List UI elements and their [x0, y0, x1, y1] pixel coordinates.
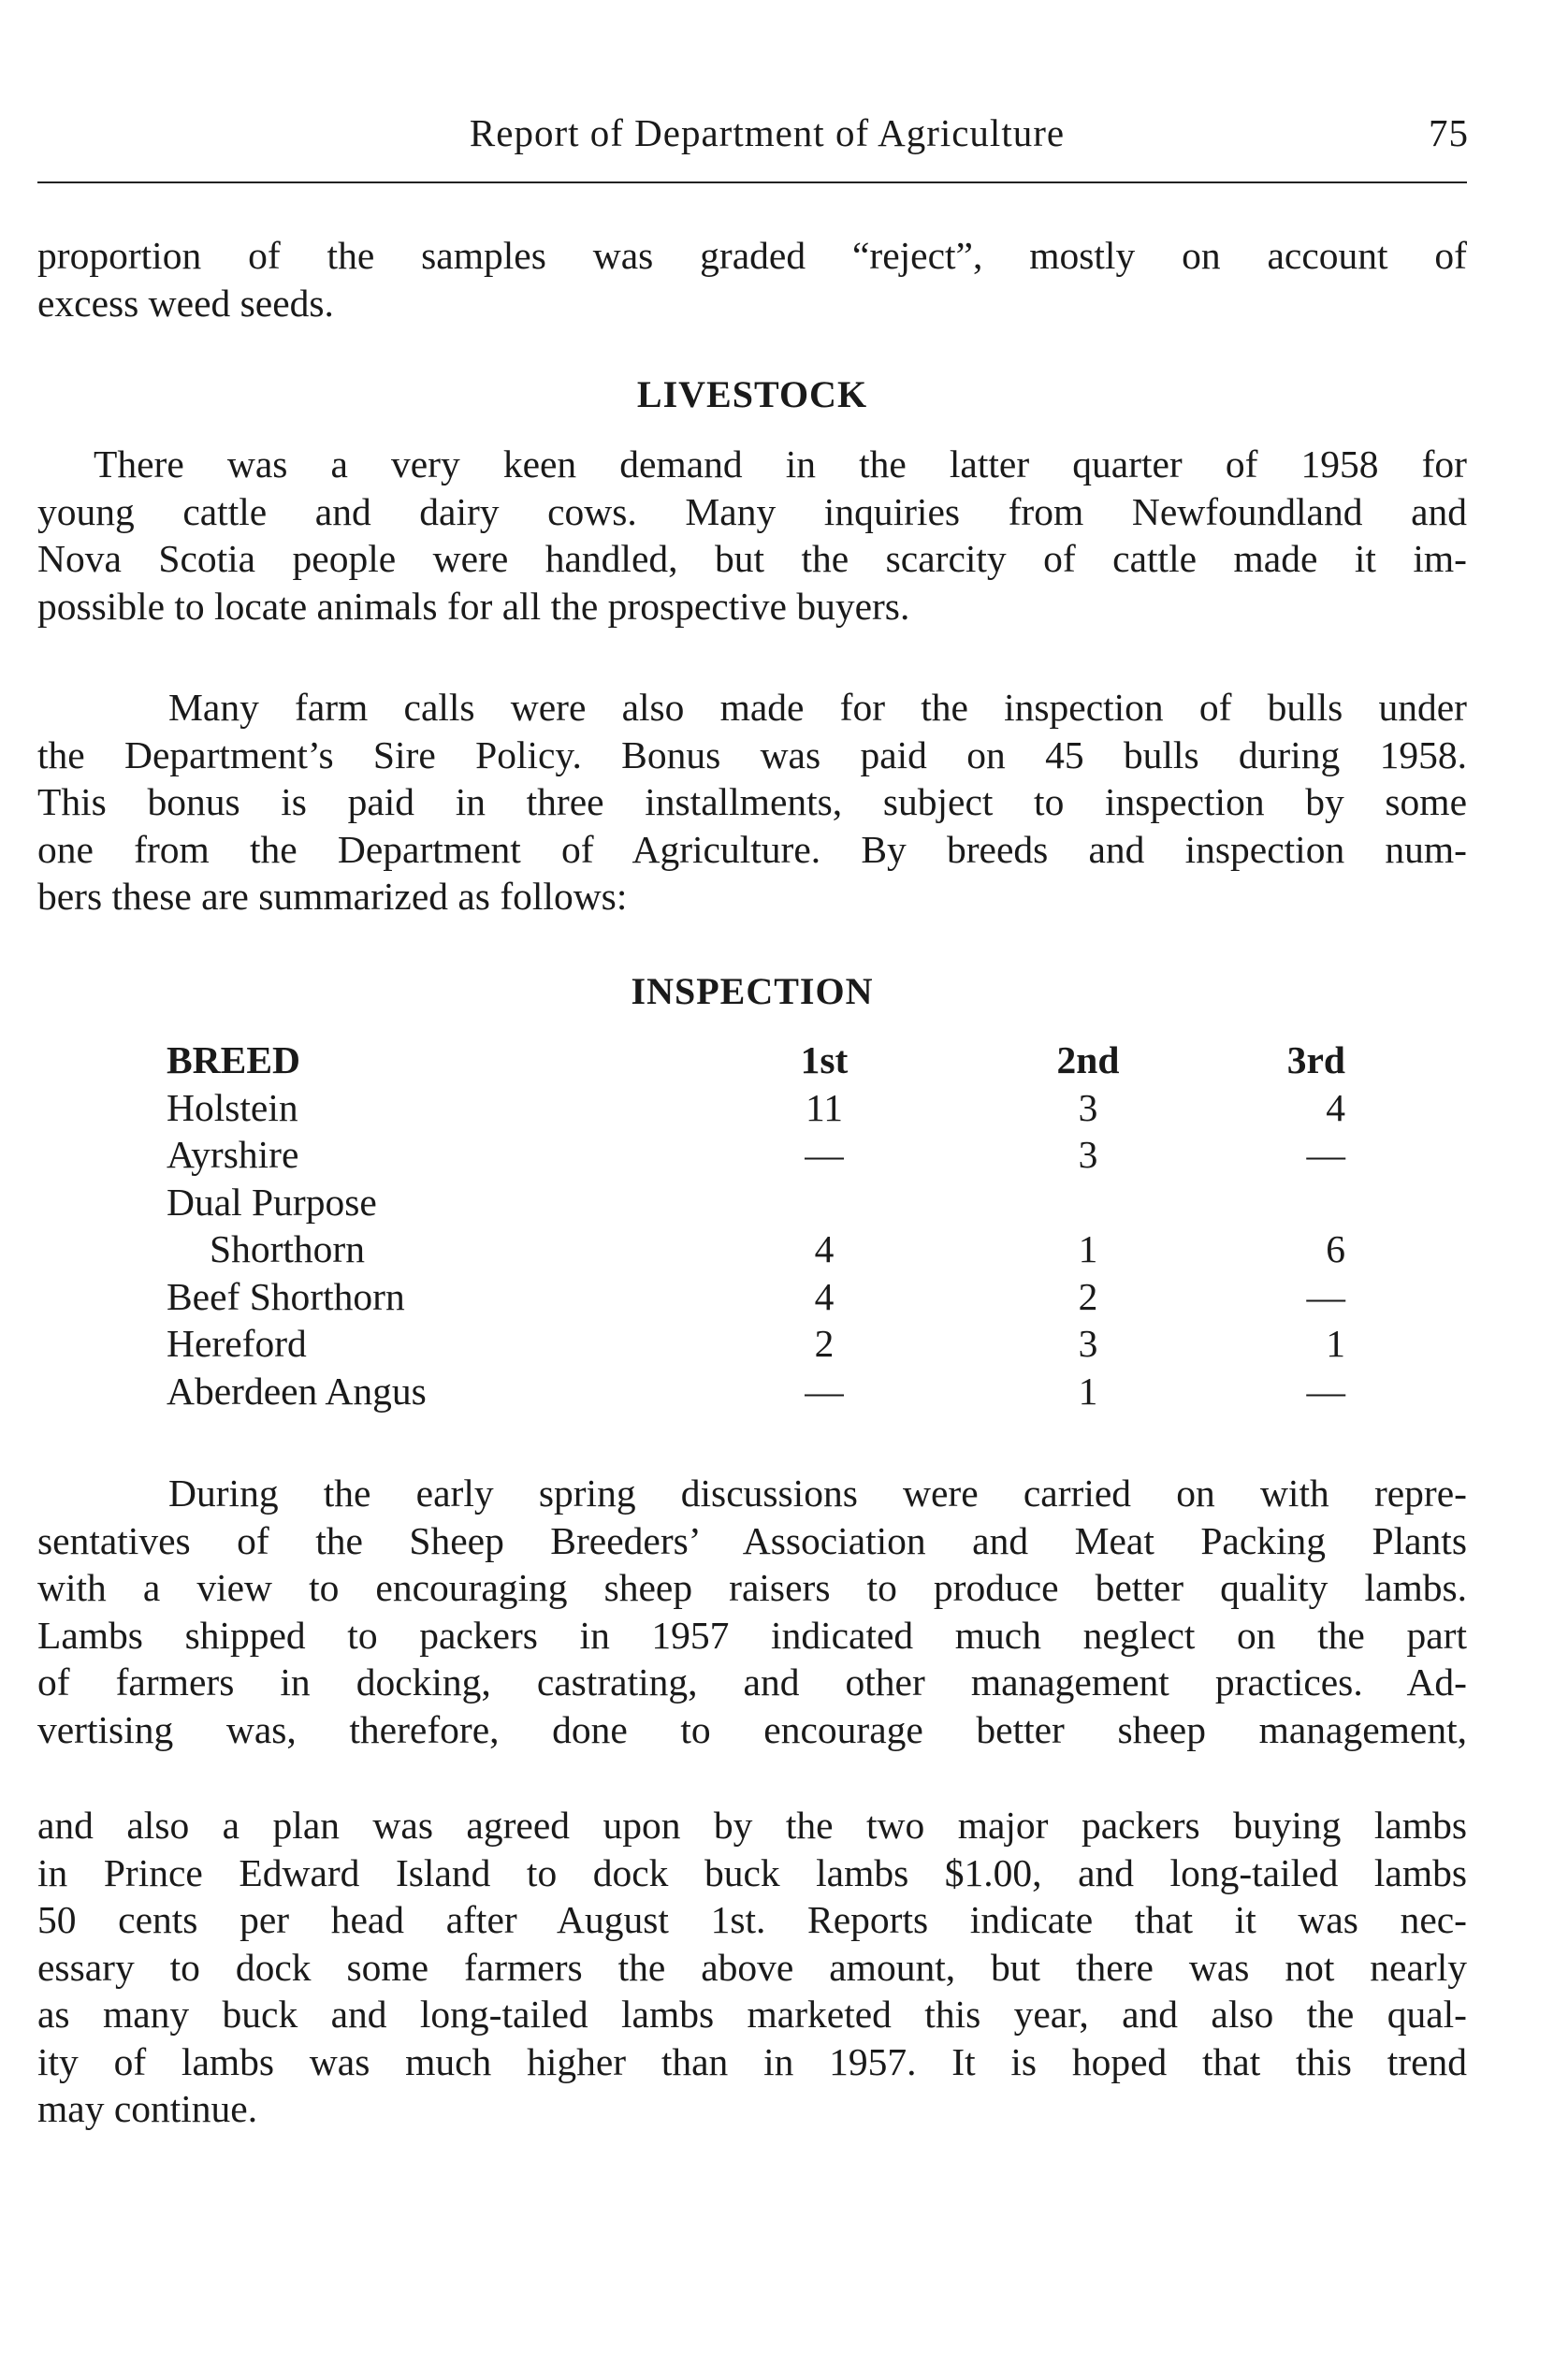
- text-line: Nova Scotia people were handled, but the scarcity of cattle made it im-: [37, 537, 1467, 580]
- text-line: Lambs shipped to packers in 1957 indicated much neglect on the part: [37, 1613, 1467, 1657]
- third-inspection-cell: 1: [1326, 1322, 1345, 1365]
- second-inspection-cell: 2: [1078, 1274, 1098, 1318]
- column-header-breed: BREED: [167, 1038, 300, 1081]
- breed-cell: Dual Purpose: [167, 1180, 377, 1224]
- text-line: possible to locate animals for all the prospective buyers.: [37, 584, 910, 628]
- first-inspection-cell: 4: [814, 1227, 835, 1270]
- paragraph-sheep-breeders: [37, 1470, 1467, 1753]
- table-row: [167, 1179, 1345, 1226]
- text-line: in Prince Edward Island to dock buck lambs $1.00, and long-tailed lambs: [37, 1850, 1467, 1894]
- column-header-1st: 1st: [800, 1038, 849, 1081]
- running-head: [37, 105, 1469, 161]
- text-line: There was a very keen demand in the latter quarter of 1958 for: [94, 442, 1467, 486]
- table-row: [167, 1368, 1345, 1415]
- running-head-title: Report of Department of Agriculture: [469, 111, 1066, 154]
- breed-cell: Holstein: [167, 1085, 298, 1129]
- table-row: [167, 1225, 1345, 1273]
- text-line: essary to dock some farmers the above amount, but there was not nearly: [37, 1945, 1467, 1989]
- first-inspection-cell: 11: [806, 1085, 843, 1129]
- paragraph-weed-seeds: [37, 232, 1467, 326]
- text-line: Many farm calls were also made for the inspection of bulls under: [168, 686, 1467, 729]
- inspection-table: [167, 1037, 1345, 1414]
- text-line: and also a plan was agreed upon by the two major packers buying lambs: [37, 1804, 1467, 1847]
- column-header-3rd: 3rd: [1286, 1038, 1345, 1081]
- text-line: During the early spring discussions were carried on with repre-: [168, 1472, 1467, 1515]
- text-line: young cattle and dairy cows. Many inquiries from Newfoundland and: [37, 489, 1467, 533]
- column-header-2nd: 2nd: [1056, 1038, 1120, 1081]
- third-inspection-cell: —: [1306, 1274, 1345, 1318]
- text-line: with a view to encouraging sheep raisers to produce better quality lambs.: [37, 1566, 1467, 1609]
- first-inspection-cell: 4: [814, 1274, 835, 1318]
- third-inspection-cell: 4: [1326, 1085, 1345, 1129]
- text-line: proportion of the samples was graded “reject”, mostly on account of: [37, 234, 1467, 277]
- third-inspection-cell: 6: [1326, 1227, 1345, 1270]
- second-inspection-cell: 3: [1078, 1133, 1098, 1176]
- text-line: vertising was, therefore, done to encourage better sheep management,: [37, 1707, 1467, 1751]
- text-line: ity of lambs was much higher than in 1957. It is hoped that this trend: [37, 2039, 1467, 2083]
- paragraph-lamb-docking: [37, 1802, 1467, 2133]
- breed-cell: Hereford: [167, 1322, 307, 1365]
- text-line: one from the Department of Agriculture. By breeds and inspection num-: [37, 827, 1467, 871]
- second-inspection-cell: 1: [1078, 1227, 1098, 1270]
- second-inspection-cell: 3: [1078, 1322, 1098, 1365]
- table-row: [167, 1084, 1345, 1132]
- table-header-row: [167, 1037, 1345, 1084]
- text-line: of farmers in docking, castrating, and other management practices. Ad-: [37, 1660, 1467, 1704]
- third-inspection-cell: —: [1306, 1133, 1345, 1176]
- second-inspection-cell: 1: [1078, 1369, 1098, 1413]
- second-inspection-cell: 3: [1078, 1085, 1098, 1129]
- text-line: as many buck and long-tailed lambs marketed this year, and also the qual-: [37, 1993, 1467, 2036]
- section-heading-inspection: INSPECTION: [631, 970, 874, 1012]
- breed-cell: Ayrshire: [167, 1133, 299, 1176]
- paragraph-cattle-demand: [37, 441, 1467, 630]
- first-inspection-cell: 2: [814, 1322, 835, 1365]
- text-line: may continue.: [37, 2087, 258, 2130]
- breed-cell: Aberdeen Angus: [167, 1369, 427, 1413]
- first-inspection-cell: —: [805, 1133, 844, 1176]
- text-line: bers these are summarized as follows:: [37, 875, 628, 918]
- table-row: [167, 1320, 1345, 1368]
- page-number: 75: [1429, 111, 1469, 154]
- text-line: the Department’s Sire Policy. Bonus was paid on 45 bulls during 1958.: [37, 732, 1467, 776]
- third-inspection-cell: —: [1306, 1369, 1345, 1413]
- breed-cell: Beef Shorthorn: [167, 1274, 405, 1318]
- text-line: excess weed seeds.: [37, 281, 334, 325]
- section-heading-livestock: LIVESTOCK: [636, 373, 868, 415]
- text-line: sentatives of the Sheep Breeders’ Association and Meat Packing Plants: [37, 1518, 1467, 1562]
- breed-cell: Shorthorn: [210, 1227, 365, 1270]
- paragraph-sire-policy: [37, 684, 1467, 921]
- header-rule: [37, 181, 1467, 183]
- table-row: [167, 1131, 1345, 1179]
- text-line: 50 cents per head after August 1st. Reports indicate that it was nec-: [37, 1898, 1467, 1941]
- first-inspection-cell: —: [805, 1369, 844, 1413]
- text-line: This bonus is paid in three installments, subject to inspection by some: [37, 780, 1467, 823]
- table-row: [167, 1273, 1345, 1321]
